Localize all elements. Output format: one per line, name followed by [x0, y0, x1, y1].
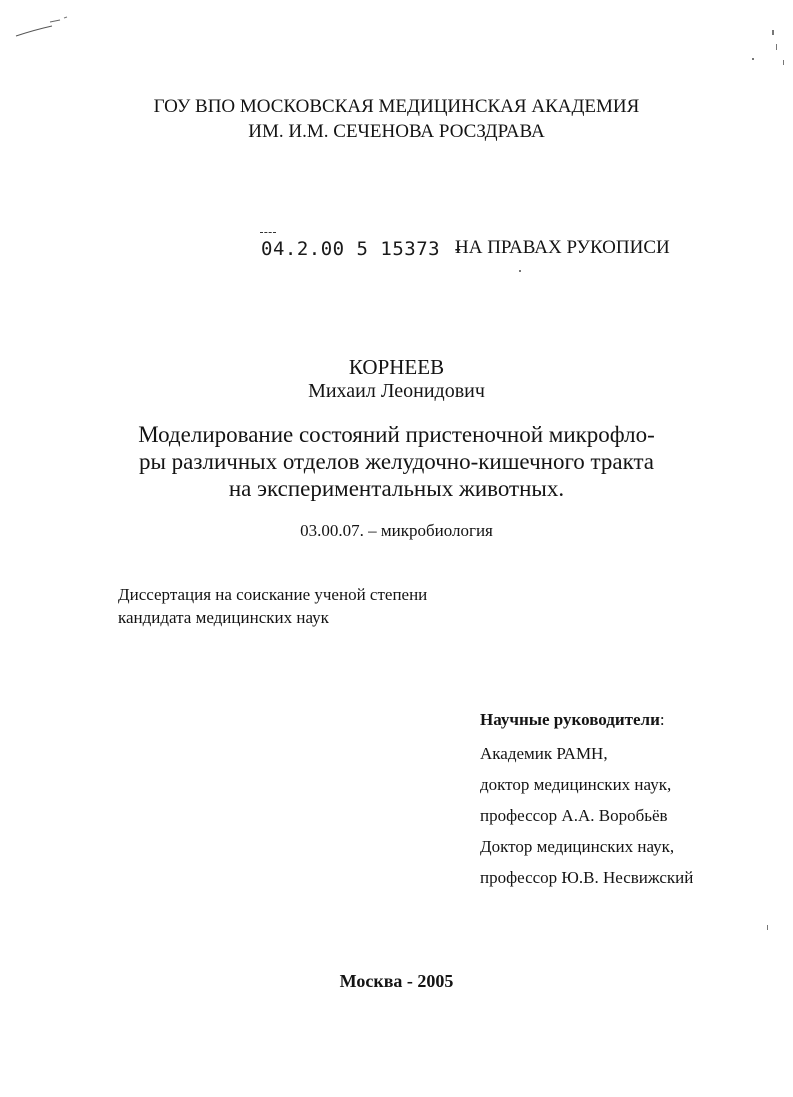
thesis-title-line-2: ры различных отделов желудочно-кишечного тракта — [138, 449, 655, 474]
scan-speck — [519, 270, 521, 272]
stamp-mark-icon — [260, 232, 276, 236]
thesis-title-line-3: на экспериментальных животных. — [228, 476, 565, 501]
advisor-line: Академик РАМН, — [480, 744, 608, 763]
specialty-code: 03.00.07. – микробиология — [300, 521, 493, 540]
thesis-title — [0, 421, 793, 502]
scan-speck — [752, 58, 754, 60]
thesis-title-line-1: Моделирование состояний пристеночной микрофло- — [138, 422, 655, 447]
advisor-line: профессор А.А. Воробьёв — [480, 806, 668, 825]
scan-speck — [772, 30, 774, 35]
registration-stamp: 04.2.00 5 15373 - — [261, 238, 464, 260]
institution-line-2: ИМ. И.М. СЕЧЕНОВА РОСЗДРАВА — [248, 121, 545, 142]
degree-line-2: кандидата медицинских наук — [118, 608, 329, 627]
author-name: Михаил Леонидович — [308, 380, 485, 402]
degree-statement — [118, 583, 427, 629]
scan-artifact-topleft — [14, 12, 74, 42]
advisor-line: профессор Ю.В. Несвижский — [480, 868, 694, 887]
scan-speck — [767, 925, 768, 930]
manuscript-rights: НА ПРАВАХ РУКОПИСИ — [455, 237, 670, 258]
author-surname: КОРНЕЕВ — [348, 355, 445, 379]
institution-line-1: ГОУ ВПО МОСКОВСКАЯ МЕДИЦИНСКАЯ АКАДЕМИЯ — [153, 96, 640, 117]
advisors-block — [480, 706, 693, 893]
scan-speck — [776, 44, 777, 50]
scan-speck — [783, 60, 784, 65]
advisors-heading-row — [480, 706, 693, 738]
advisor-line: доктор медицинских наук, — [480, 775, 672, 794]
advisors-heading-colon: : — [659, 710, 665, 729]
advisors-heading: Научные руководители — [480, 710, 660, 729]
city-year: Москва - 2005 — [339, 971, 454, 991]
advisor-line: Доктор медицинских наук, — [480, 837, 675, 856]
degree-line-1: Диссертация на соискание ученой степени — [118, 585, 428, 604]
institution-header — [0, 94, 793, 144]
